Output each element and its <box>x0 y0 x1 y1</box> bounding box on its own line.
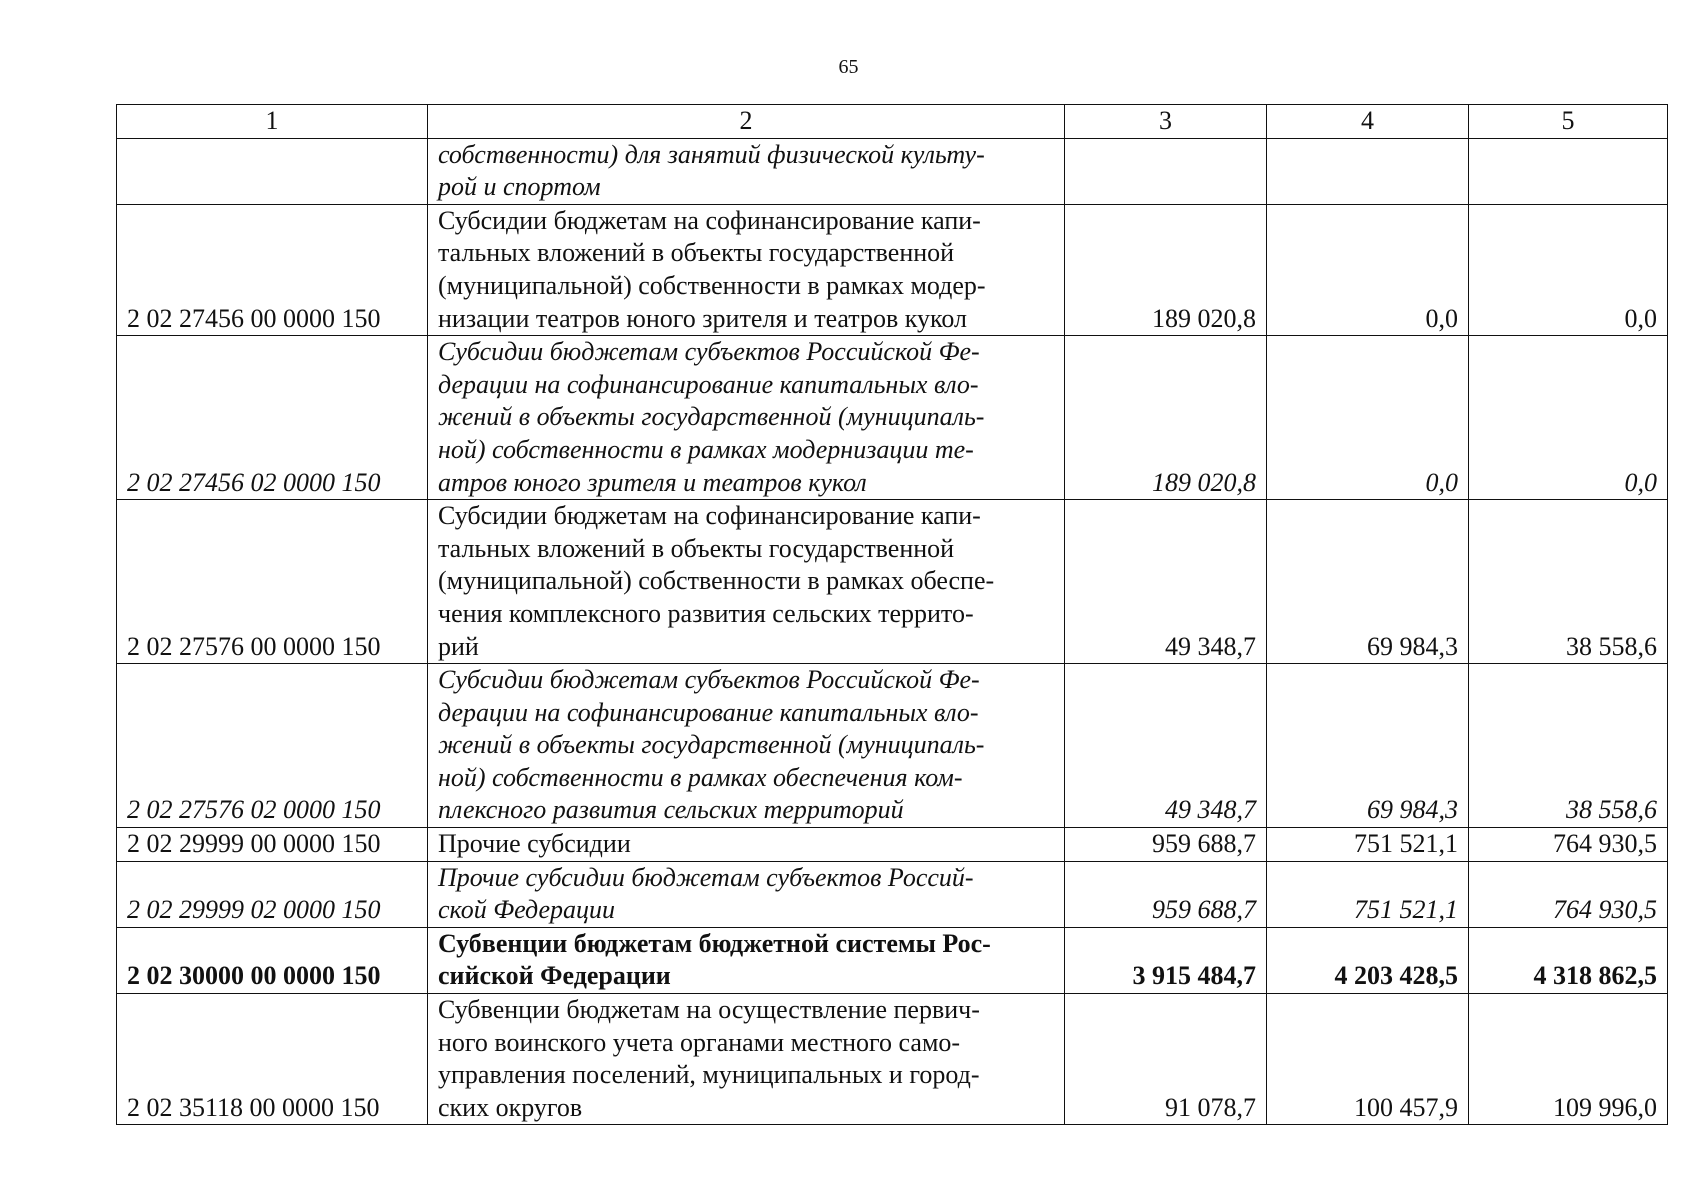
cell-value-col4: 0,0 <box>1267 336 1469 500</box>
column-header-5: 5 <box>1469 105 1668 139</box>
cell-name-line: плексного развития сельских территорий <box>438 795 904 825</box>
table-row <box>117 861 1668 927</box>
cell-value-col5 <box>1469 138 1668 204</box>
table-row <box>117 500 1668 664</box>
cell-name-line: тальных вложений в объекты государственной <box>438 238 955 268</box>
cell-name-line: Субвенции бюджетам на осуществление первич- <box>438 995 980 1025</box>
cell-name <box>428 994 1065 1125</box>
cell-value-col3: 959 688,7 <box>1065 828 1267 862</box>
cell-value-col3: 189 020,8 <box>1065 336 1267 500</box>
cell-value-col3: 49 348,7 <box>1065 664 1267 828</box>
cell-value-col5: 0,0 <box>1469 336 1668 500</box>
cell-value-col5: 38 558,6 <box>1469 500 1668 664</box>
cell-value-col3: 189 020,8 <box>1065 204 1267 335</box>
budget-table <box>116 104 1668 1125</box>
cell-value-col4: 69 984,3 <box>1267 500 1469 664</box>
cell-value-col4: 751 521,1 <box>1267 828 1469 862</box>
table-row <box>117 994 1668 1125</box>
cell-name-line: рой и спортом <box>438 172 601 202</box>
cell-name-line: (муниципальной) собственности в рамках модер- <box>438 270 986 300</box>
cell-name <box>428 927 1065 993</box>
table-row <box>117 138 1668 204</box>
cell-name-line: Прочие субсидии бюджетам субъектов Россий- <box>438 862 974 892</box>
cell-value-col3: 3 915 484,7 <box>1065 927 1267 993</box>
cell-name <box>428 204 1065 335</box>
cell-name <box>428 861 1065 927</box>
cell-name-line: рий <box>438 631 479 661</box>
cell-code: 2 02 27576 00 0000 150 <box>117 500 428 664</box>
cell-name-line: ного воинского учета органами местного само- <box>438 1027 961 1057</box>
table-row <box>117 336 1668 500</box>
cell-name-line: дерации на софинансирование капитальных вло- <box>438 697 979 727</box>
cell-name-line: ной) собственности в рамках обеспечения ком- <box>438 762 963 792</box>
cell-code <box>117 138 428 204</box>
cell-name <box>428 138 1065 204</box>
cell-value-col3: 49 348,7 <box>1065 500 1267 664</box>
cell-name-line: ной) собственности в рамках модернизации те- <box>438 434 974 464</box>
page-number: 65 <box>838 56 859 78</box>
cell-name-line: Субсидии бюджетам субъектов Российской Фе- <box>438 337 980 367</box>
cell-name-line: (муниципальной) собственности в рамках обеспе- <box>438 566 995 596</box>
cell-name-line: ских округов <box>438 1092 583 1122</box>
column-header-3: 3 <box>1065 105 1267 139</box>
cell-name-line: Субвенции бюджетам бюджетной системы Рос- <box>438 928 991 958</box>
cell-value-col5: 4 318 862,5 <box>1469 927 1668 993</box>
cell-name-line: тальных вложений в объекты государственной <box>438 533 955 563</box>
cell-code: 2 02 27576 02 0000 150 <box>117 664 428 828</box>
cell-name-line: чения комплексного развития сельских террито- <box>438 598 974 628</box>
cell-name-line: Субсидии бюджетам на софинансирование капи- <box>438 205 981 235</box>
cell-value-col4: 100 457,9 <box>1267 994 1469 1125</box>
cell-name-line: собственности) для занятий физической культу- <box>438 139 985 169</box>
cell-name-line: Субсидии бюджетам субъектов Российской Фе- <box>438 665 980 695</box>
table-body <box>117 138 1668 1125</box>
cell-value-col5: 764 930,5 <box>1469 861 1668 927</box>
cell-name-line: ской Федерации <box>438 895 616 925</box>
cell-name-line: управления поселений, муниципальных и город- <box>438 1060 980 1090</box>
cell-value-col4 <box>1267 138 1469 204</box>
cell-name <box>428 336 1065 500</box>
cell-name-line: жений в объекты государственной (муниципаль- <box>438 730 985 760</box>
cell-value-col3 <box>1065 138 1267 204</box>
cell-name <box>428 828 1065 862</box>
table-row <box>117 204 1668 335</box>
cell-name <box>428 500 1065 664</box>
column-header-1: 1 <box>117 105 428 139</box>
cell-value-col3: 91 078,7 <box>1065 994 1267 1125</box>
cell-value-col4: 69 984,3 <box>1267 664 1469 828</box>
header-row <box>117 105 1668 139</box>
cell-value-col4: 4 203 428,5 <box>1267 927 1469 993</box>
cell-name-line: Субсидии бюджетам на софинансирование капи- <box>438 501 981 531</box>
column-header-2: 2 <box>428 105 1065 139</box>
cell-name-line: сийской Федерации <box>438 961 671 991</box>
table-row <box>117 828 1668 862</box>
cell-value-col5: 764 930,5 <box>1469 828 1668 862</box>
cell-value-col5: 0,0 <box>1469 204 1668 335</box>
table-row <box>117 664 1668 828</box>
cell-name-line: низации театров юного зрителя и театров кукол <box>438 303 967 333</box>
cell-value-col5: 38 558,6 <box>1469 664 1668 828</box>
cell-code: 2 02 27456 02 0000 150 <box>117 336 428 500</box>
cell-code: 2 02 35118 00 0000 150 <box>117 994 428 1125</box>
cell-value-col5: 109 996,0 <box>1469 994 1668 1125</box>
cell-name-line: атров юного зрителя и театров кукол <box>438 467 867 497</box>
column-header-4: 4 <box>1267 105 1469 139</box>
cell-code: 2 02 29999 00 0000 150 <box>117 828 428 862</box>
cell-value-col4: 751 521,1 <box>1267 861 1469 927</box>
cell-name-line: жений в объекты государственной (муниципаль- <box>438 402 985 432</box>
cell-name-line: Прочие субсидии <box>438 829 631 859</box>
cell-name-line: дерации на софинансирование капитальных вло- <box>438 369 979 399</box>
cell-value-col3: 959 688,7 <box>1065 861 1267 927</box>
table-row <box>117 927 1668 993</box>
cell-value-col4: 0,0 <box>1267 204 1469 335</box>
cell-code: 2 02 30000 00 0000 150 <box>117 927 428 993</box>
cell-name <box>428 664 1065 828</box>
cell-code: 2 02 29999 02 0000 150 <box>117 861 428 927</box>
cell-code: 2 02 27456 00 0000 150 <box>117 204 428 335</box>
